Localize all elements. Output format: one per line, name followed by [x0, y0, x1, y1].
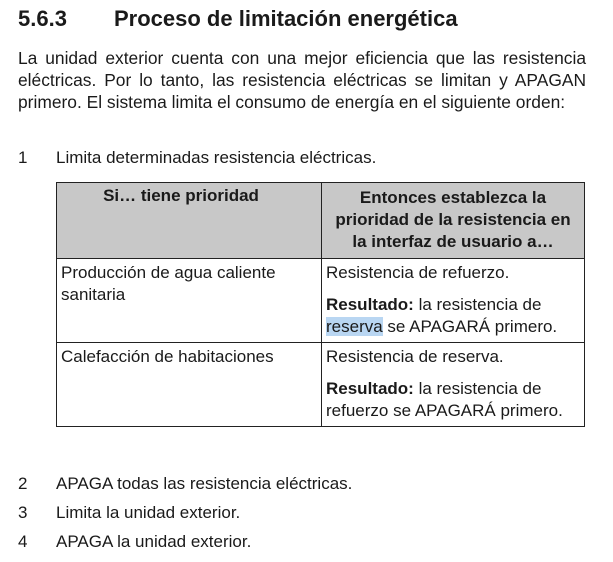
setting-text: Resistencia de reserva. — [326, 347, 504, 366]
setting-text: Resistencia de refuerzo. — [326, 263, 510, 282]
step-text: Limita la unidad exterior. — [56, 503, 241, 522]
section-heading — [18, 6, 458, 32]
table-cell-priority: Calefacción de habitaciones — [57, 343, 322, 427]
table-row — [57, 343, 585, 427]
step-text: Limita determinadas resistencia eléctricas. — [56, 148, 377, 167]
result-pre: la resistencia de — [413, 295, 542, 314]
priority-table — [56, 182, 585, 427]
result-label: Resultado: — [326, 295, 414, 314]
result-text — [326, 378, 580, 422]
step-text: APAGA la unidad exterior. — [56, 532, 252, 551]
step-item — [18, 473, 352, 495]
step-item — [18, 147, 376, 169]
result-label: Resultado: — [326, 379, 414, 398]
table-cell-setting — [322, 259, 585, 343]
step-number: 3 — [18, 503, 28, 522]
result-body: la resistencia de refuerzo se APAGARÁ primero. — [326, 379, 563, 420]
highlighted-word[interactable]: reserva — [326, 317, 383, 336]
step-number: 2 — [18, 474, 28, 493]
section-number: 5.6.3 — [18, 6, 67, 31]
table-header-setting: Entonces establezca la prioridad de la resistencia en la interfaz de usuario a… — [322, 183, 585, 259]
step-text: APAGA todas las resistencia eléctricas. — [56, 474, 353, 493]
intro-paragraph: La unidad exterior cuenta con una mejor eficiencia que las resistencia eléctricas. Por lo tanto, las resistencia eléctricas se limitan y APAGAN primero. El sistema limita el consumo de energía en el siguiente orden: — [18, 48, 586, 112]
result-post: se APAGARÁ primero. — [382, 317, 558, 336]
section-title: Proceso de limitación energética — [114, 6, 458, 31]
table-header-row — [57, 183, 585, 259]
step-item — [18, 502, 240, 524]
table-header-priority-label: Si… tiene prioridad — [103, 186, 259, 205]
table-row — [57, 259, 585, 343]
result-text — [326, 294, 580, 338]
step-item — [18, 531, 251, 553]
step-number: 1 — [18, 148, 28, 167]
table-header-priority — [57, 183, 322, 259]
table-cell-priority: Producción de agua caliente sanitaria — [57, 259, 322, 343]
step-number: 4 — [18, 532, 28, 551]
table-cell-setting — [322, 343, 585, 427]
